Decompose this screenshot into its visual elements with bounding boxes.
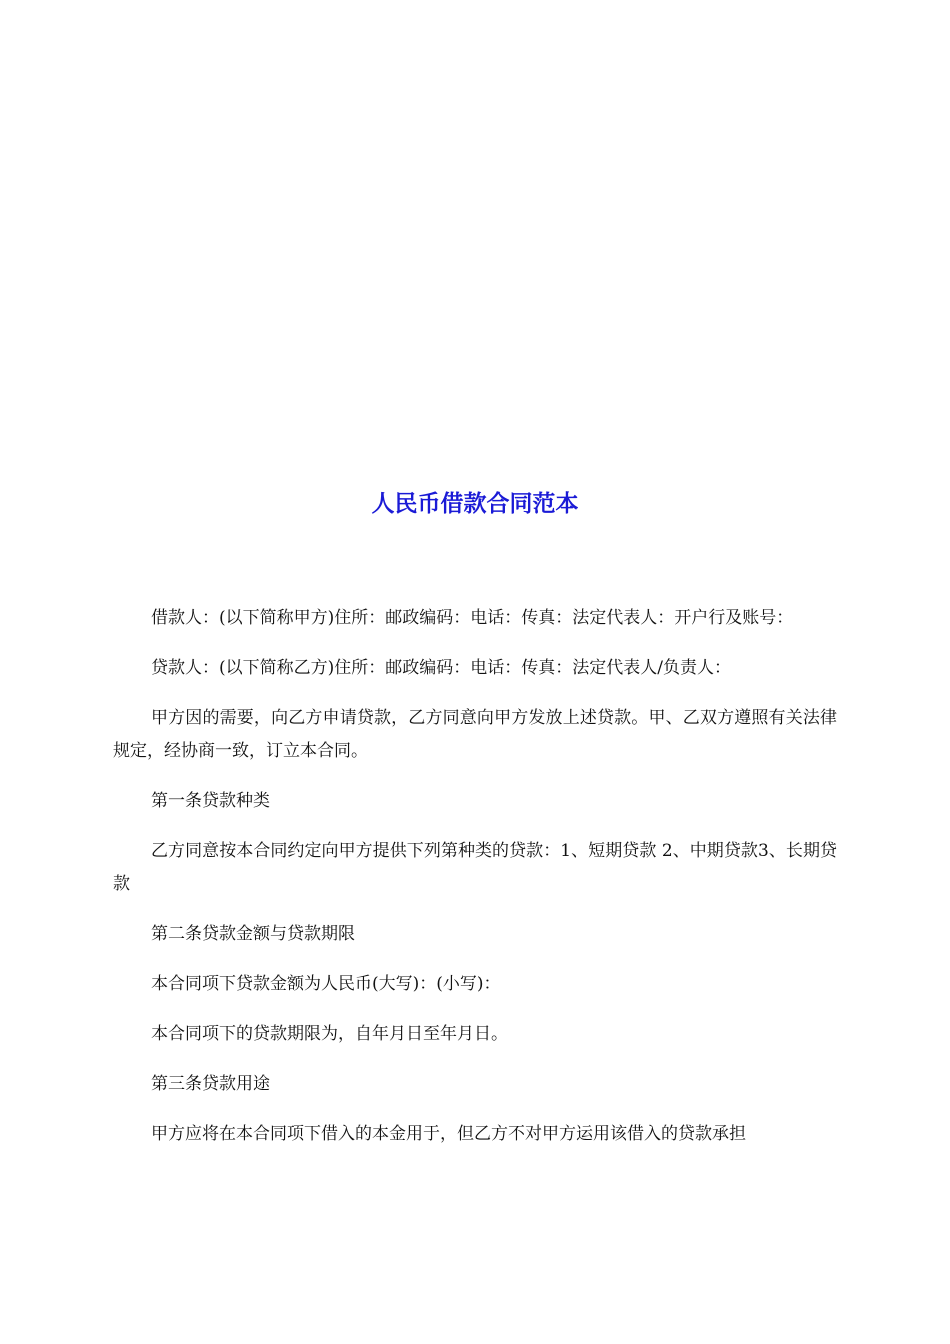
paragraph-preamble: 甲方因的需要，向乙方申请贷款，乙方同意向甲方发放上述贷款。甲、乙双方遵照有关法律规定，经协商一致，订立本合同。 — [113, 708, 837, 761]
article-1-content: 乙方同意按本合同约定向甲方提供下列第种类的贷款：1、短期贷款 2、中期贷款3、长期贷款 — [113, 841, 837, 894]
article-2-term: 本合同项下的贷款期限为，自年月日至年月日。 — [151, 1024, 508, 1044]
article-2-amount: 本合同项下贷款金额为人民币(大写)：(小写)： — [151, 974, 501, 994]
document-body — [113, 602, 837, 1168]
article-3-heading: 第三条贷款用途 — [151, 1074, 270, 1094]
paragraph-lender: 贷款人：(以下简称乙方)住所：邮政编码：电话：传真：法定代表人/负责人： — [151, 658, 731, 678]
article-2-heading: 第二条贷款金额与贷款期限 — [151, 924, 355, 944]
paragraph-borrower: 借款人：(以下简称甲方)住所：邮政编码：电话：传真：法定代表人：开户行及账号： — [151, 608, 794, 628]
article-3-content: 甲方应将在本合同项下借入的本金用于，但乙方不对甲方运用该借入的贷款承担 — [151, 1124, 746, 1144]
article-1-heading: 第一条贷款种类 — [151, 791, 270, 811]
document-title: 人民币借款合同范本 — [371, 490, 579, 517]
